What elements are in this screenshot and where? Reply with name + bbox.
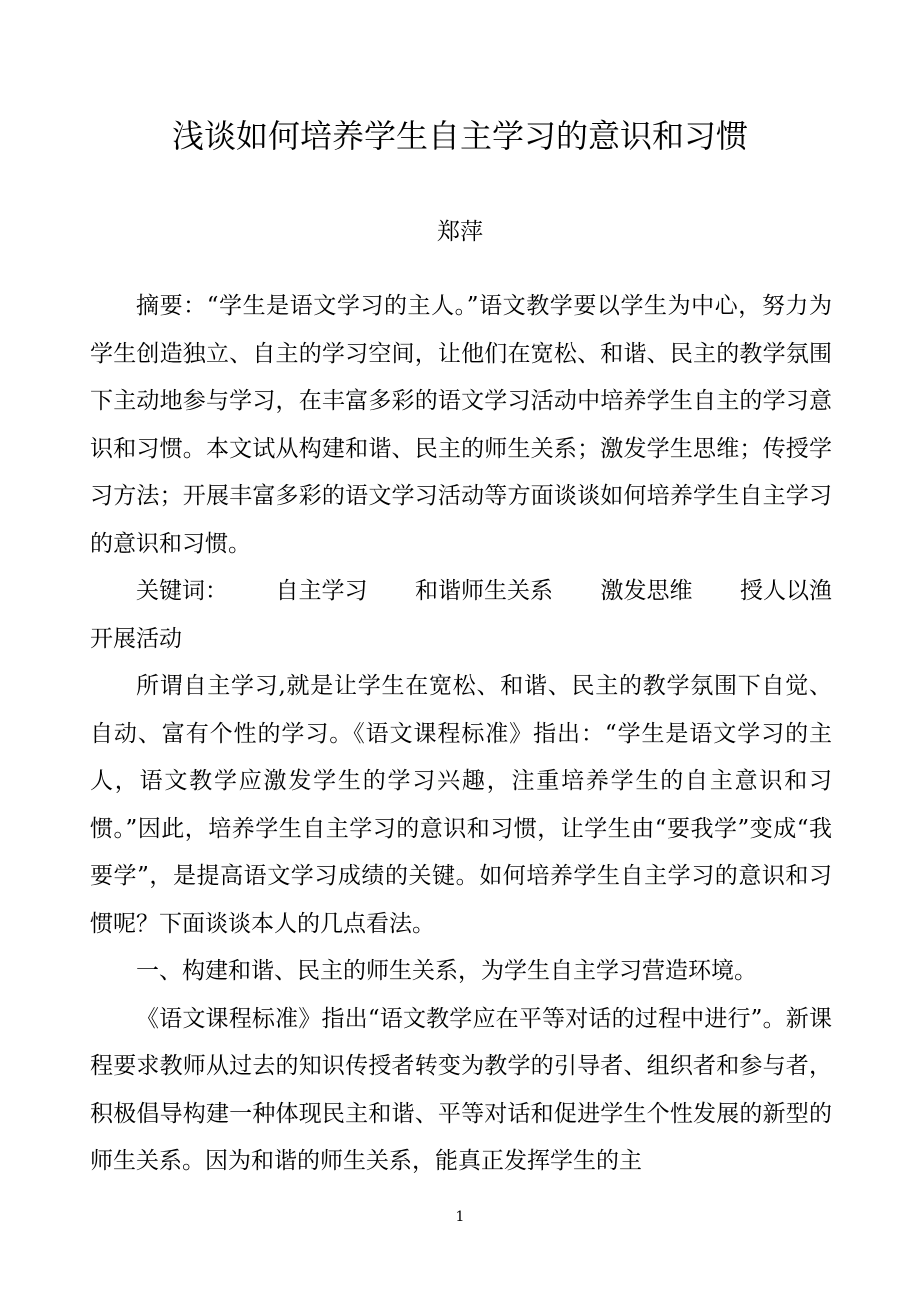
section-body-paragraph: 《语文课程标准》指出“语文教学应在平等对话的过程中进行”。新课程要求教师从过去的知识传授者转变为教学的引导者、组织者和参与者，积极倡导构建一种体现民主和谐、平等对话和促进学生个性发展的新型的师生关系。因为和谐的师生关系，能真正发挥学生的主	[90, 1005, 832, 1174]
keyword-item: 授人以渔	[740, 578, 832, 604]
keyword-item: 开展活动	[90, 625, 182, 652]
page-number: 1	[455, 1209, 465, 1225]
document-title: 浅谈如何培养学生自主学习的意识和习惯	[171, 117, 748, 155]
author-name: 郑萍	[437, 219, 483, 245]
section-heading: 一、构建和谐、民主的师生关系，为学生自主学习营造环境。	[136, 958, 757, 984]
keywords-label: 关键词：	[136, 578, 228, 604]
document-body	[90, 283, 832, 1186]
intro-paragraph: 所谓自主学习,就是让学生在宽松、和谐、民主的教学氛围下自觉、自动、富有个性的学习。《语文课程标准》指出：“学生是语文学习的主人，语文教学应激发学生的学习兴趣，注重培养学生的自主意识和习惯。”因此，培养学生自主学习的意识和习惯，让学生由“要我学”变成“我要学”，是提高语文学习成绩的关键。如何培养学生自主学习的意识和习惯呢？下面谈谈本人的几点看法。	[90, 673, 832, 937]
abstract-paragraph: 摘要：“学生是语文学习的主人。”语文教学要以学生为中心，努力为学生创造独立、自主的学习空间，让他们在宽松、和谐、民主的教学氛围下主动地参与学习，在丰富多彩的语文学习活动中培养学生自主的学习意识和习惯。本文试从构建和谐、民主的师生关系；激发学生思维；传授学习方法；开展丰富多彩的语文学习活动等方面谈谈如何培养学生自主学习的意识和习惯。	[90, 293, 832, 557]
keyword-item: 自主学习	[275, 578, 368, 604]
keyword-item: 和谐师生关系	[415, 578, 553, 604]
keyword-item: 激发思维	[600, 578, 693, 604]
keywords-line	[90, 568, 832, 616]
